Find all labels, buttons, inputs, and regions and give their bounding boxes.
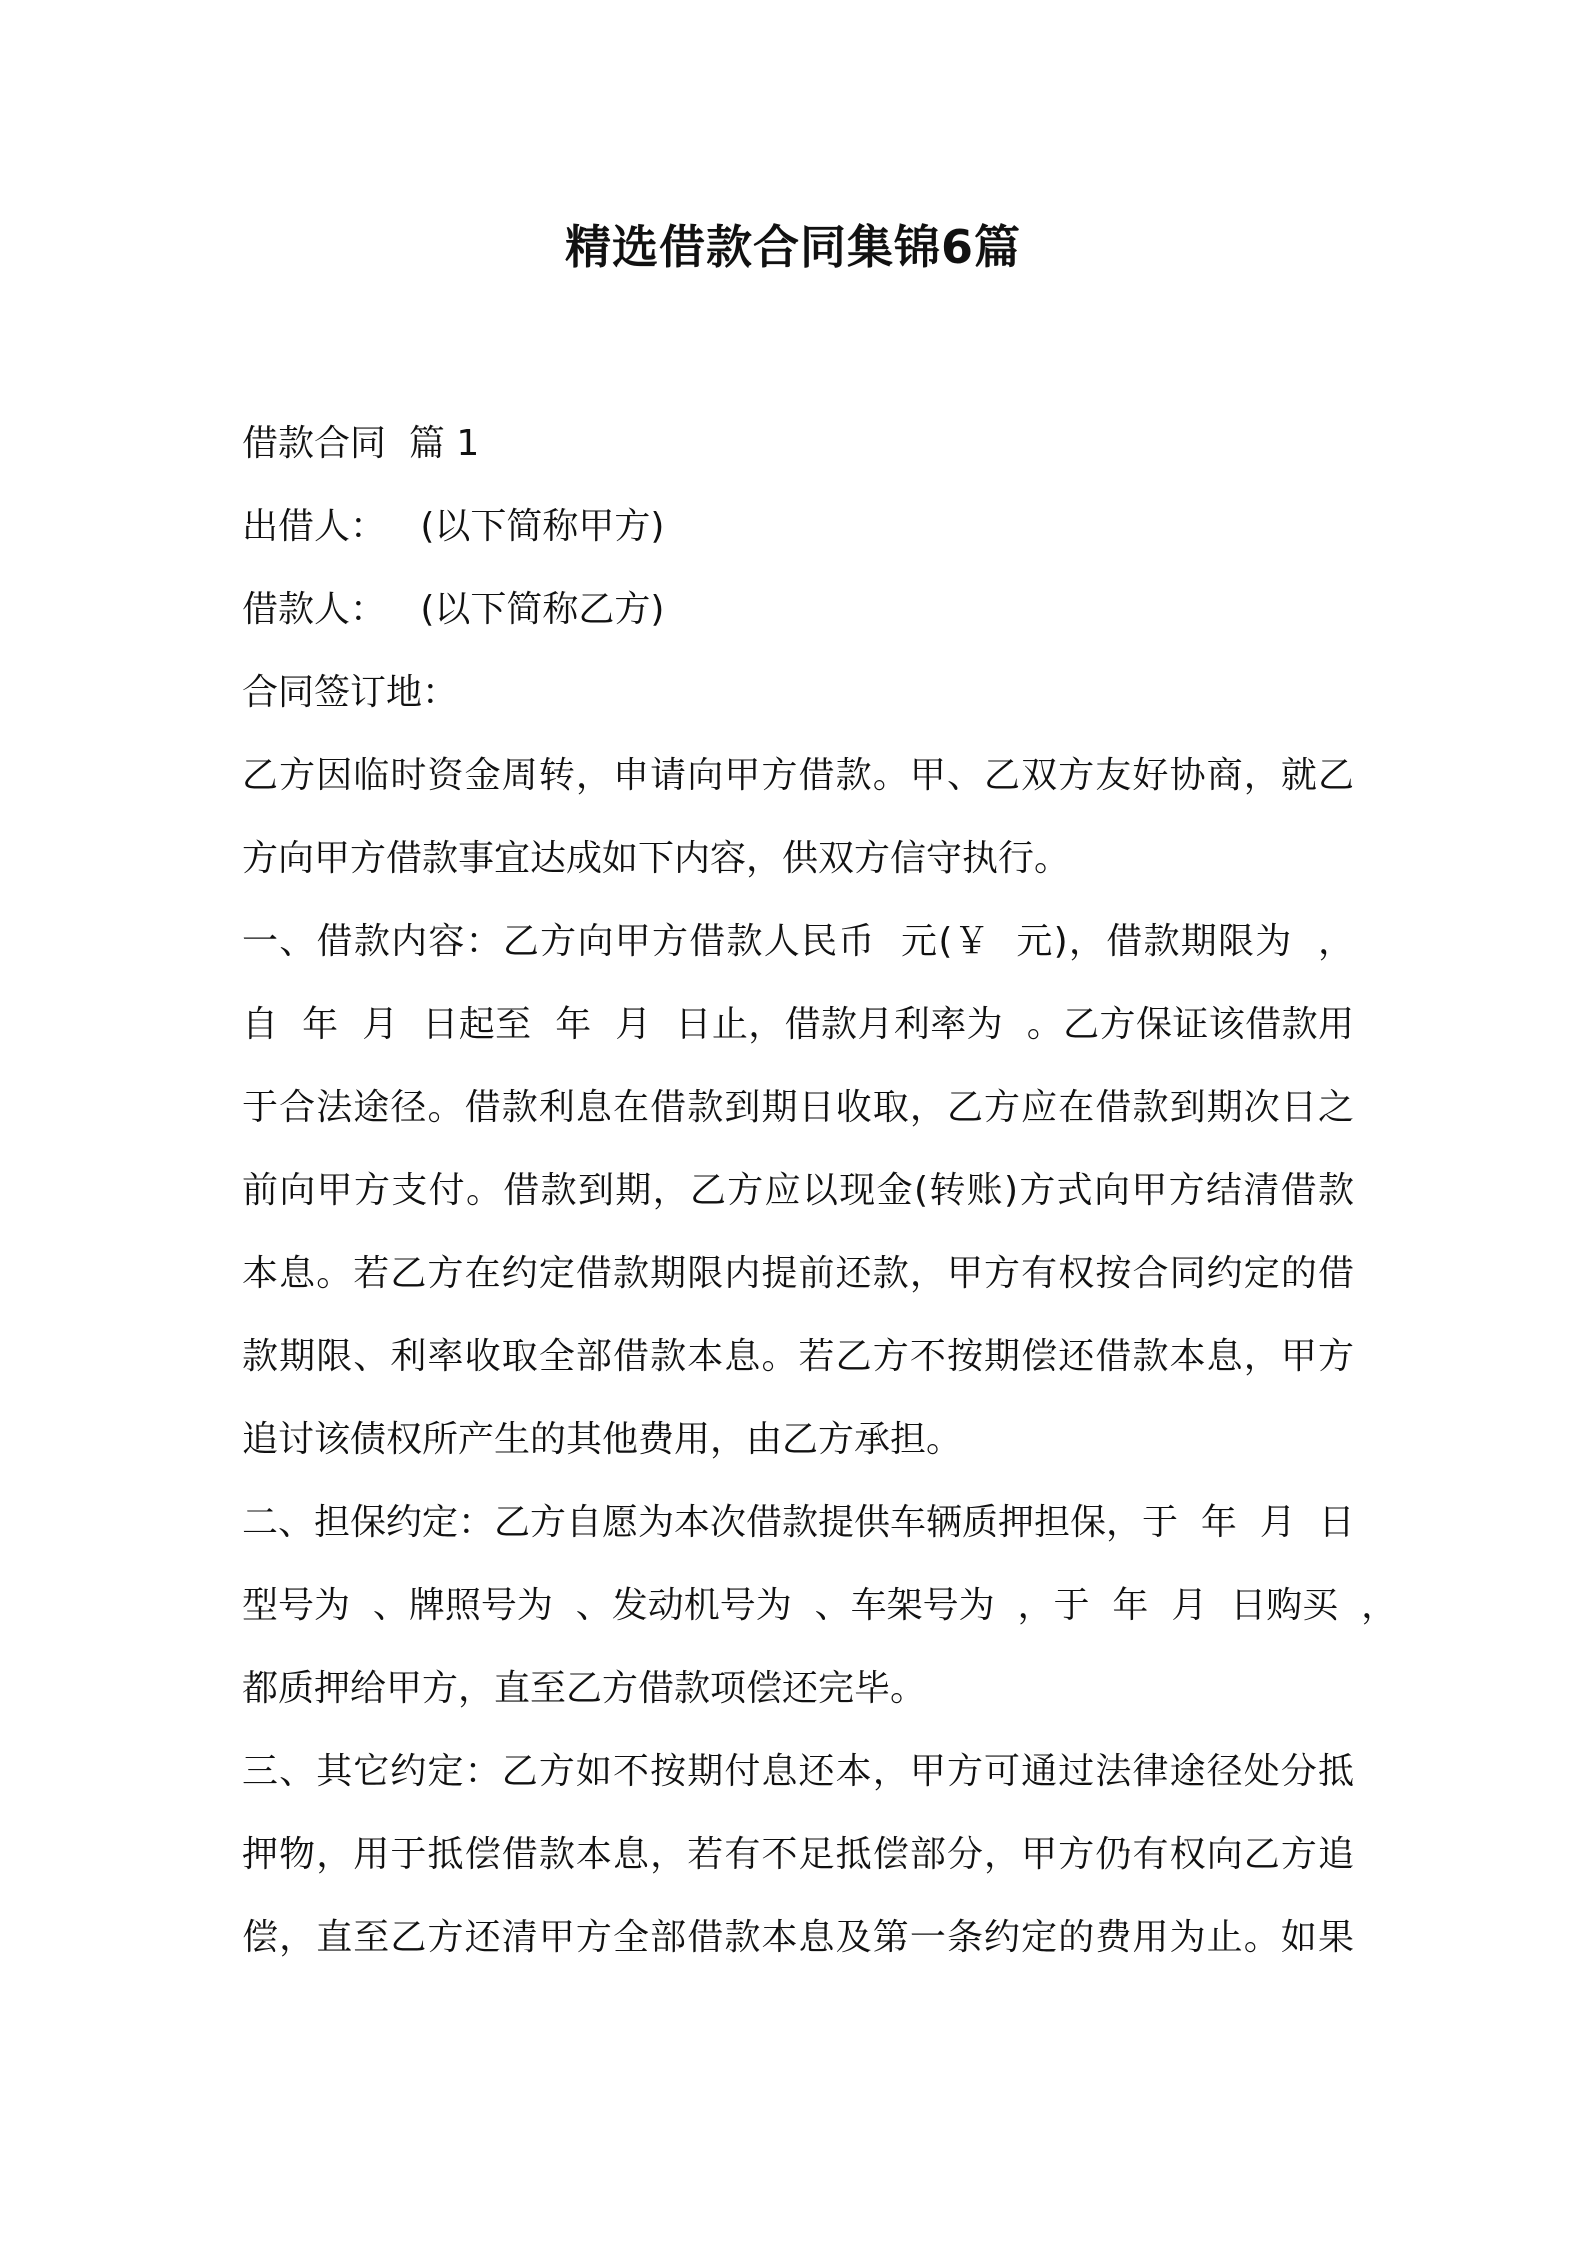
paragraph-line: 一、借款内容：乙方向甲方借款人民币 元(￥ 元)，借款期限为 ， [242,921,1354,962]
paragraph-line: 二、担保约定：乙方自愿为本次借款提供车辆质押担保，于 年 月 日 [242,1502,1355,1543]
lender-line: 出借人： (以下简称甲方) [242,506,665,547]
paragraph-line: 前向甲方支付。借款到期，乙方应以现金(转账)方式向甲方结清借款 [242,1170,1354,1211]
paragraph-line: 追讨该债权所产生的其他费用，由乙方承担。 [242,1419,963,1460]
document-title: 精选借款合同集锦6篇 [564,220,1021,274]
paragraph-line: 于合法途径。借款利息在借款到期日收取，乙方应在借款到期次日之 [242,1087,1354,1128]
paragraph-line: 自 年 月 日起至 年 月 日止，借款月利率为 。乙方保证该借款用 [242,1004,1354,1045]
borrower-line: 借款人： (以下简称乙方) [242,589,665,630]
document-body [242,402,1398,1979]
paragraph-line: 偿，直至乙方还清甲方全部借款本息及第一条约定的费用为止。如果 [242,1917,1354,1958]
section-heading: 借款合同 篇 1 [242,423,480,464]
paragraph-line: 三、其它约定：乙方如不按期付息还本，甲方可通过法律途径处分抵 [242,1751,1354,1792]
paragraph-line: 押物，用于抵偿借款本息，若有不足抵偿部分，甲方仍有权向乙方追 [242,1834,1354,1875]
paragraph-line: 乙方因临时资金周转，申请向甲方借款。甲、乙双方友好协商，就乙 [242,755,1354,796]
paragraph-line: 本息。若乙方在约定借款期限内提前还款，甲方有权按合同约定的借 [242,1253,1354,1294]
paragraph-line: 款期限、利率收取全部借款本息。若乙方不按期偿还借款本息，甲方 [242,1336,1354,1377]
signing-place-line: 合同签订地： [242,672,459,713]
paragraph-line: 型号为 、牌照号为 、发动机号为 、车架号为 ，于 年 月 日购买 ， [242,1585,1398,1626]
paragraph-line: 方向甲方借款事宜达成如下内容，供双方信守执行。 [242,838,1071,879]
paragraph-line: 都质押给甲方，直至乙方借款项偿还完毕。 [242,1668,927,1709]
